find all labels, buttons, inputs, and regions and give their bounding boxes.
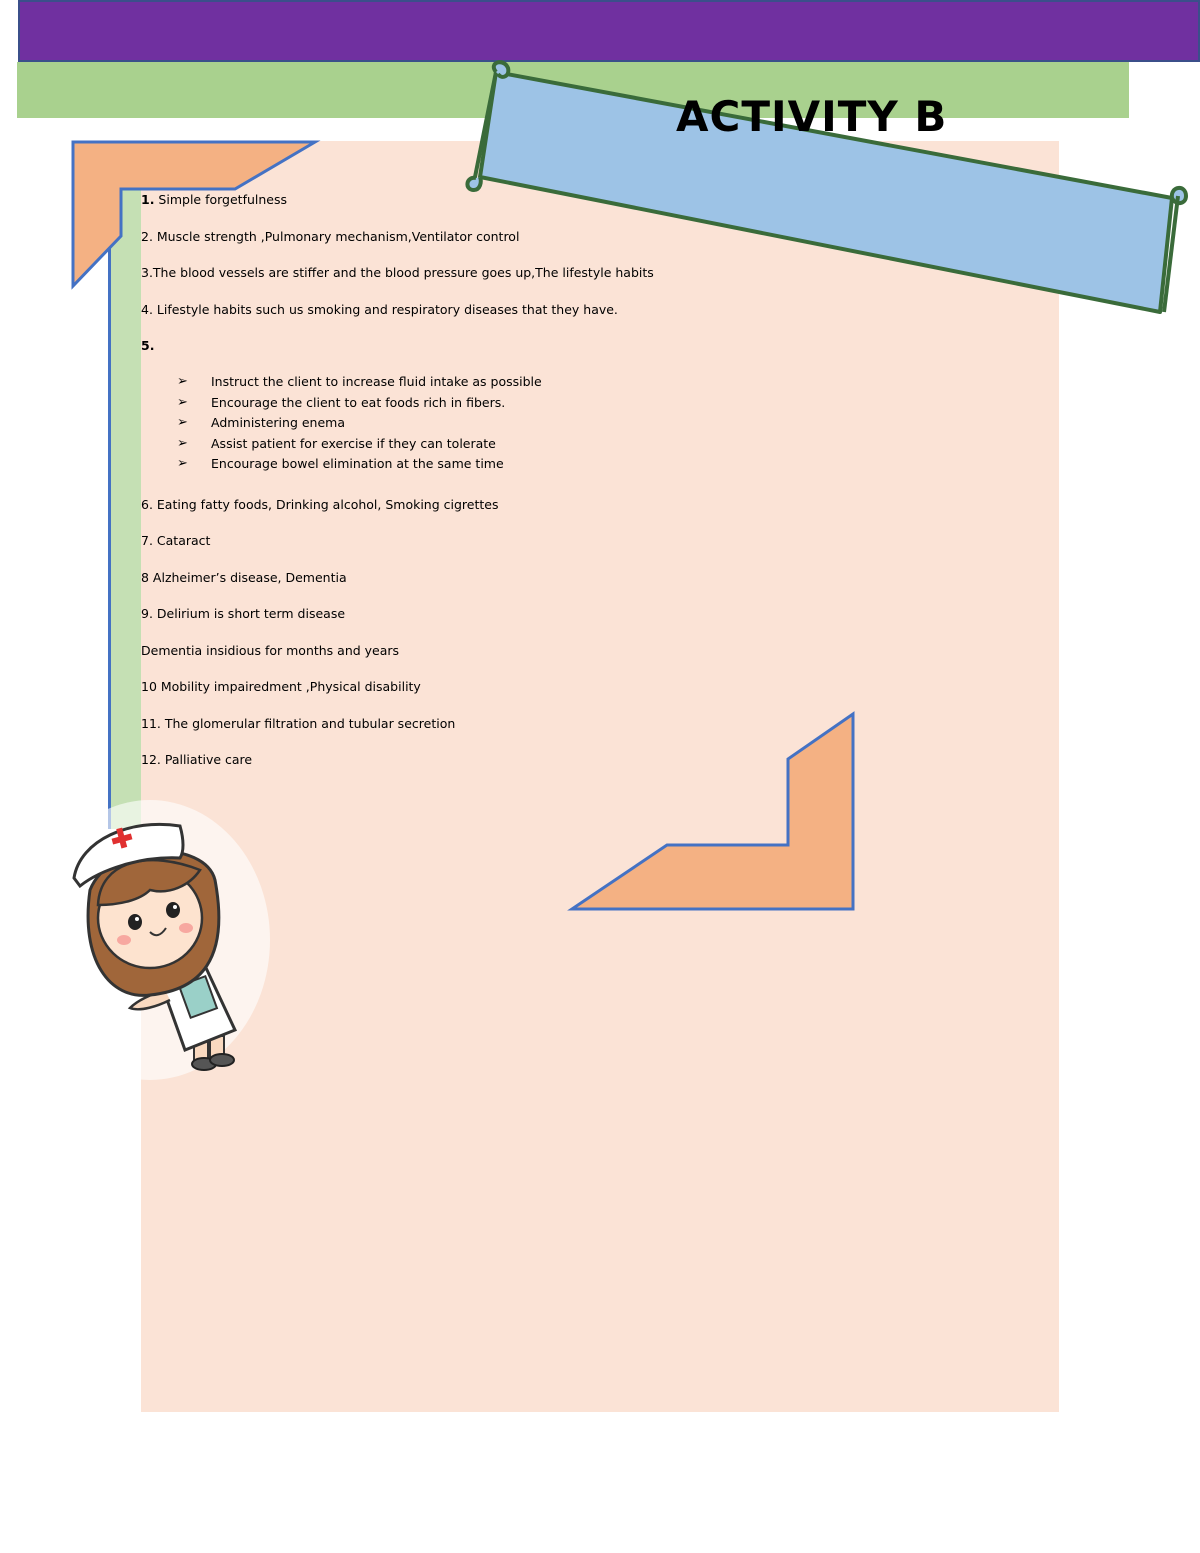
answer-12: 12. Palliative care	[141, 752, 253, 767]
nurse-illustration	[30, 800, 270, 1080]
answer-7: 7. Cataract	[141, 533, 211, 548]
answer-6: 6. Eating fatty foods, Drinking alcohol, Smoking cigrettes	[141, 496, 499, 512]
answer-10: 10 Mobility impairedment ,Physical disability	[141, 679, 421, 694]
answer-5	[141, 338, 841, 374]
arrow-bullet-icon: ➢	[177, 456, 188, 471]
answer-1	[141, 192, 841, 229]
answer-9-continued: Dementia insidious for months and years	[141, 642, 400, 658]
answer-5-bullets	[141, 374, 841, 477]
list-item: ➢ Encourage the client to eat foods rich in fibers.	[177, 394, 506, 410]
list-item: ➢ Assist patient for exercise if they can tolerate	[177, 435, 496, 451]
arrow-bullet-icon: ➢	[177, 415, 188, 430]
answer-5-number: 5.	[141, 338, 155, 353]
answer-3: 3.The blood vessels are stiffer and the blood pressure goes up,The lifestyle habits	[141, 265, 654, 280]
arrow-bullet-icon: ➢	[177, 374, 188, 389]
answer-list	[141, 192, 841, 789]
answer-2: 2. Muscle strength ,Pulmonary mechanism,Ventilator control	[141, 228, 520, 244]
answer-8: 8 Alzheimer’s disease, Dementia	[141, 569, 347, 585]
answer-9: 9. Delirium is short term disease	[141, 606, 346, 621]
list-item: ➢ Instruct the client to increase fluid intake as possible	[177, 374, 542, 389]
answer-1-number: 1.	[141, 192, 155, 207]
answer-1-text: Simple forgetfulness	[154, 192, 288, 207]
arrow-bullet-icon: ➢	[177, 394, 188, 410]
answer-4: 4. Lifestyle habits such us smoking and respiratory diseases that they have.	[141, 301, 618, 317]
arrow-bullet-icon: ➢	[177, 435, 188, 451]
list-item: ➢ Administering enema	[177, 415, 345, 430]
list-item: ➢ Encourage bowel elimination at the same time	[177, 456, 504, 471]
answer-11: 11. The glomerular filtration and tubular secretion	[141, 715, 456, 731]
page-title: ACTIVITY B	[676, 92, 948, 141]
